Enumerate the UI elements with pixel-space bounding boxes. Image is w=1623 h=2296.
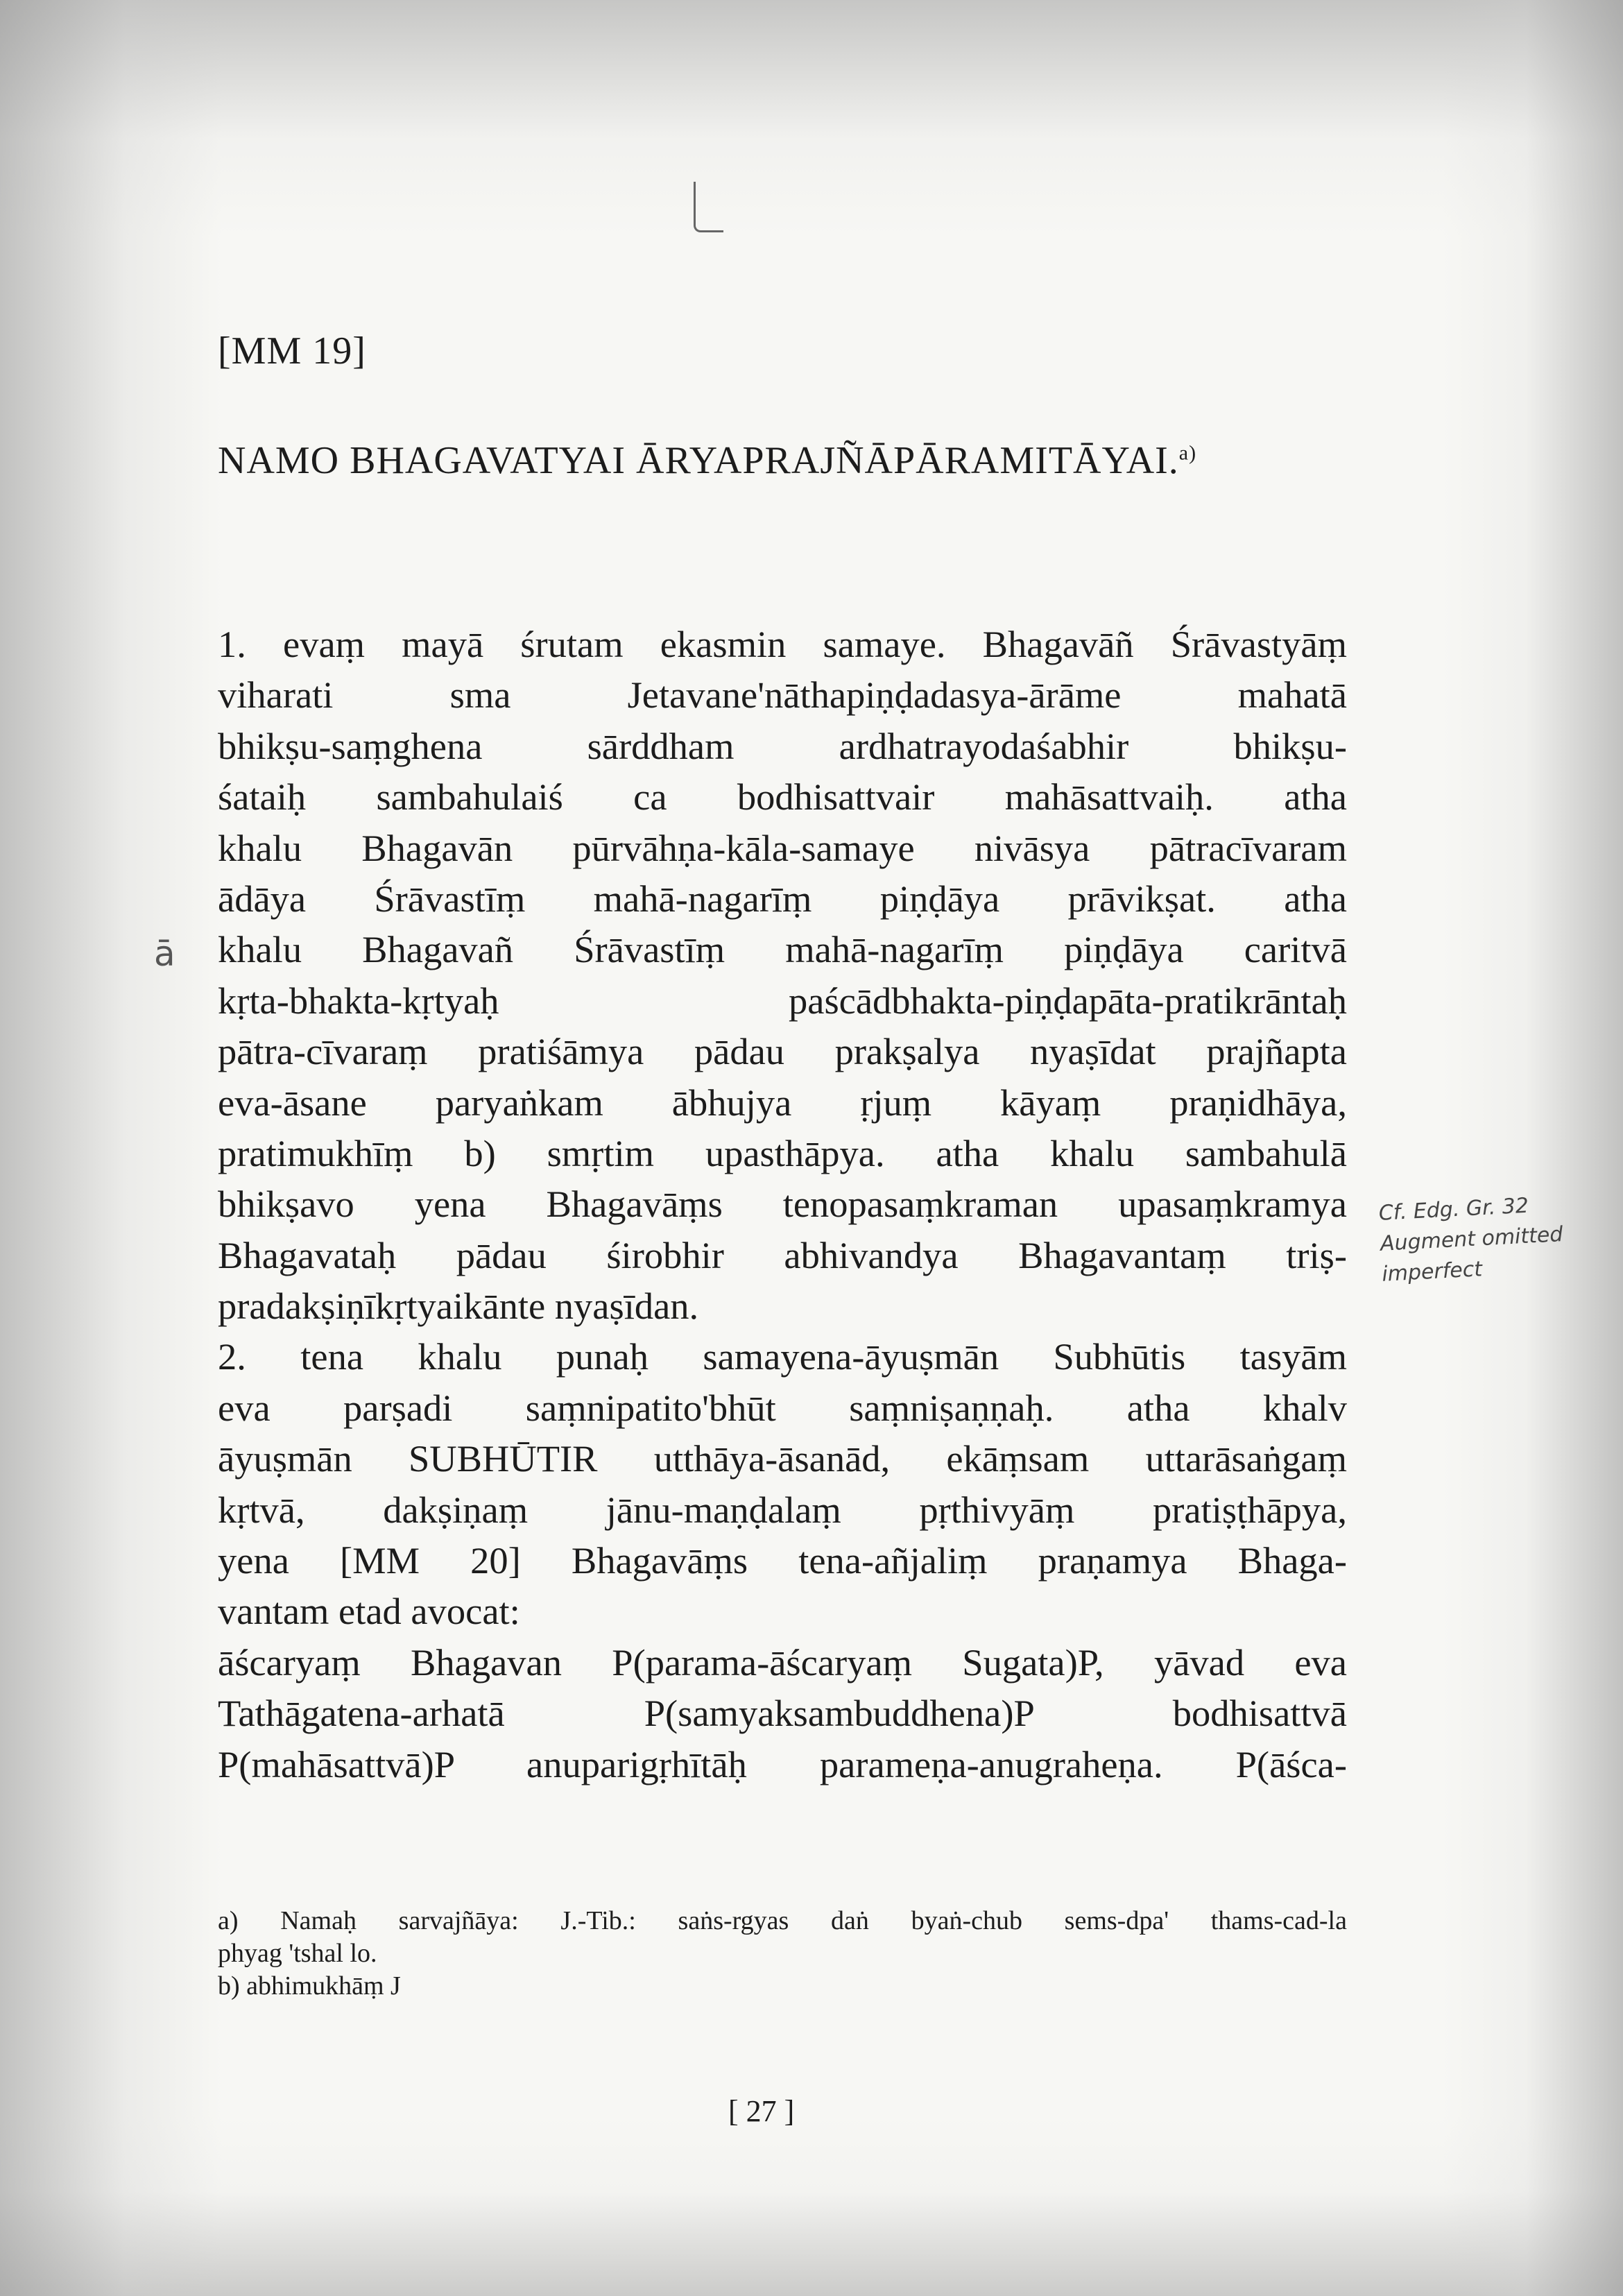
body-line: P(mahāsattvā)P anuparigṛhītāḥ parameṇa-anugraheṇa. P(āśca- — [218, 1742, 1347, 1785]
margin-annotation-left: ā — [154, 934, 175, 974]
body-line: yena [MM 20] Bhagavāṃs tena-añjaliṃ praṇamya Bhaga- — [218, 1539, 1347, 1582]
body-line: khalu Bhagavān pūrvāhṇa-kāla-samaye nivāsya pātracīvaram — [218, 826, 1347, 869]
body-line: khalu Bhagavañ Śrāvastīṃ mahā-nagarīṃ piṇḍāya caritvā — [218, 928, 1347, 971]
title-text: NAMO BHAGAVATYAI ĀRYAPRAJÑĀPĀRAMITĀYAI. — [218, 439, 1179, 482]
title-note-marker: a) — [1178, 441, 1197, 465]
body-line: eva parṣadi saṃnipatito'bhūt saṃniṣaṇṇaḥ. atha khalv — [218, 1386, 1347, 1429]
footnotes — [218, 1905, 1347, 2003]
body-line: pātra-cīvaraṃ pratiśāmya pādau prakṣalya nyaṣīdat prajñapta — [218, 1030, 1347, 1073]
footnote-line: a) Namaḥ sarvajñāya: J.-Tib.: saṅs-rgyas daṅ byaṅ-chub sems-dpa' thams-cad-la — [218, 1906, 1347, 1935]
body-line: āyuṣmān SUBHŪTIR utthāya-āsanād, ekāṃsam uttarāsaṅgaṃ — [218, 1437, 1347, 1480]
page-reference: [MM 19] — [218, 329, 366, 372]
note-line: Cf. Edg. Gr. 32 — [1377, 1193, 1529, 1226]
body-line: eva-āsane paryaṅkam ābhujya ṛjuṃ kāyaṃ praṇidhāya, — [218, 1081, 1347, 1124]
body-line: 1. evaṃ mayā śrutam ekasmin samaye. Bhagavāñ Śrāvastyāṃ — [218, 623, 1347, 665]
body-line: bhikṣu-saṃghena sārddham ardhatrayodaśabhir bhikṣu- — [218, 724, 1347, 767]
body-line: Tathāgatena-arhatā P(samyaksambuddhena)P bodhisattvā — [218, 1692, 1347, 1735]
body-line: kṛta-bhakta-kṛtyaḥ paścādbhakta-piṇḍapāta-pratikrāntaḥ — [218, 979, 1347, 1022]
body-line: āścaryaṃ Bhagavan P(parama-āścaryaṃ Sugata)P, yāvad eva — [218, 1640, 1347, 1684]
body-line: Bhagavataḥ pādau śirobhir abhivandya Bhagavantaṃ triṣ- — [218, 1233, 1347, 1276]
body-line: pratimukhīṃ b) smṛtim upasthāpya. atha khalu sambahulā — [218, 1131, 1347, 1174]
body-line: pradakṣiṇīkṛtyaikānte nyaṣīdan. — [218, 1285, 699, 1328]
body-line: kṛtvā, dakṣiṇaṃ jānu-maṇḍalaṃ pṛthivyāṃ pratiṣṭhāpya, — [218, 1488, 1347, 1531]
body-line: vantam etad avocat: — [218, 1590, 520, 1633]
footnote-line: b) abhimukhāṃ J — [218, 1971, 401, 2001]
footnote-line: phyag 'tshal lo. — [218, 1939, 377, 1968]
body-line: viharati sma Jetavane'nāthapiṇḍadasya-ārāme mahatā — [218, 674, 1347, 717]
pencil-hook-mark — [694, 182, 723, 232]
body-line: 2. tena khalu punaḥ samayena-āyuṣmān Subhūtis tasyām — [218, 1335, 1347, 1378]
body-line: ādāya Śrāvastīṃ mahā-nagarīṃ piṇḍāya prāvikṣat. atha — [218, 877, 1347, 920]
page-title — [218, 438, 1452, 483]
body-line: śataiḥ sambahulaiś ca bodhisattvair mahāsattvaiḥ. atha — [218, 776, 1347, 819]
handwritten-margin-note — [1378, 1188, 1590, 1290]
note-line: imperfect — [1381, 1257, 1483, 1287]
page-number: [ 27 ] — [728, 2094, 795, 2128]
body-line: bhikṣavo yena Bhagavāṃs tenopasaṃkraman upasaṃkramya — [218, 1183, 1347, 1226]
note-line: Augment omitted — [1380, 1222, 1564, 1256]
body-text — [218, 619, 1347, 1790]
